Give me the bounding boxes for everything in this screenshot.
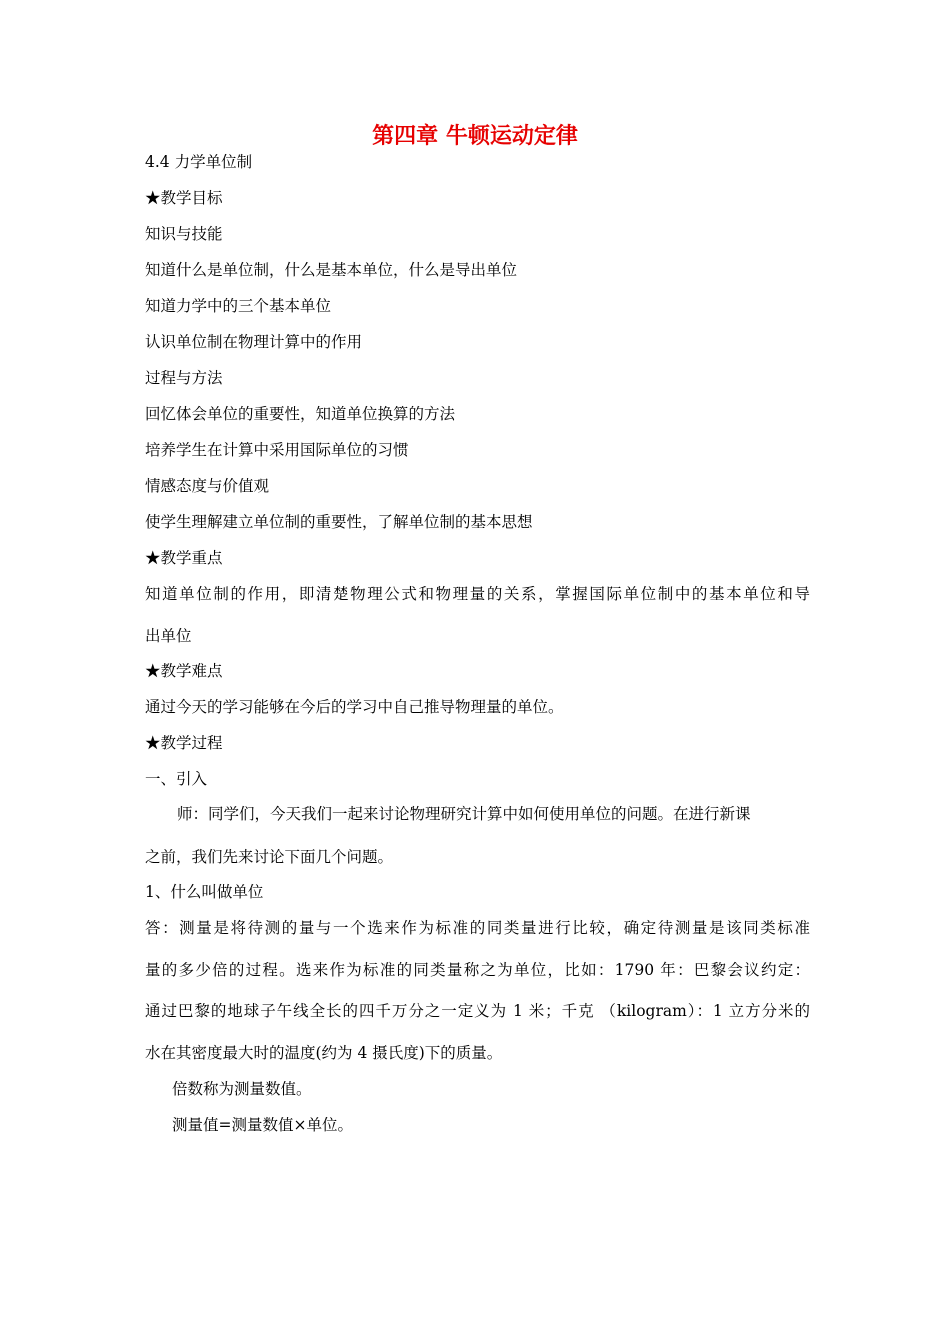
introduction-heading: 一、引入: [145, 770, 208, 788]
text-line: 知道单位制的作用，即清楚物理公式和物理量的关系，掌握国际单位制中的基本单位和导: [145, 585, 810, 603]
process-method-heading: 过程与方法: [145, 369, 223, 387]
text-line: 通过今天的学习能够在今后的学习中自己推导物理量的单位。: [145, 698, 564, 716]
text-line: 知道力学中的三个基本单位: [145, 297, 332, 315]
text-line: 通过巴黎的地球子午线全长的四千万分之一定义为 1 米；千克 （kilogram）：1 立方分米的: [145, 1002, 810, 1020]
text-line: 水在其密度最大时的温度(约为 4 摄氏度)下的质量。: [145, 1044, 503, 1062]
teaching-process-heading: ★教学过程: [145, 734, 223, 752]
section-heading: 4.4 力学单位制: [145, 153, 253, 171]
text-line: 之前，我们先来讨论下面几个问题。: [145, 848, 394, 866]
attitude-values-heading: 情感态度与价值观: [145, 477, 270, 495]
text-line: 答：测量是将待测的量与一个选来作为标准的同类量进行比较，确定待测量是该同类标准: [145, 919, 810, 937]
text-line: 师：同学们，今天我们一起来讨论物理研究计算中如何使用单位的问题。在进行新课: [177, 805, 751, 823]
chapter-title: 第四章 牛顿运动定律: [372, 124, 578, 149]
text-line: 回忆体会单位的重要性，知道单位换算的方法: [145, 405, 456, 423]
text-line: 倍数称为测量数值。: [172, 1080, 312, 1098]
question-heading: 1、什么叫做单位: [145, 883, 264, 901]
text-line: 测量值=测量数值×单位。: [172, 1116, 353, 1134]
teaching-difficulty-heading: ★教学难点: [145, 662, 223, 680]
text-line: 使学生理解建立单位制的重要性，了解单位制的基本思想: [145, 513, 533, 531]
text-line: 出单位: [145, 627, 192, 645]
text-line: 知道什么是单位制，什么是基本单位，什么是导出单位: [145, 261, 518, 279]
text-line: 认识单位制在物理计算中的作用: [145, 333, 363, 351]
text-line: 量的多少倍的过程。选来作为标准的同类量称之为单位，比如：1790 年：巴黎会议约定：: [145, 961, 810, 979]
teaching-focus-heading: ★教学重点: [145, 549, 223, 567]
text-line: 培养学生在计算中采用国际单位的习惯: [145, 441, 409, 459]
teaching-goals-heading: ★教学目标: [145, 189, 223, 207]
knowledge-skills-heading: 知识与技能: [145, 225, 223, 243]
